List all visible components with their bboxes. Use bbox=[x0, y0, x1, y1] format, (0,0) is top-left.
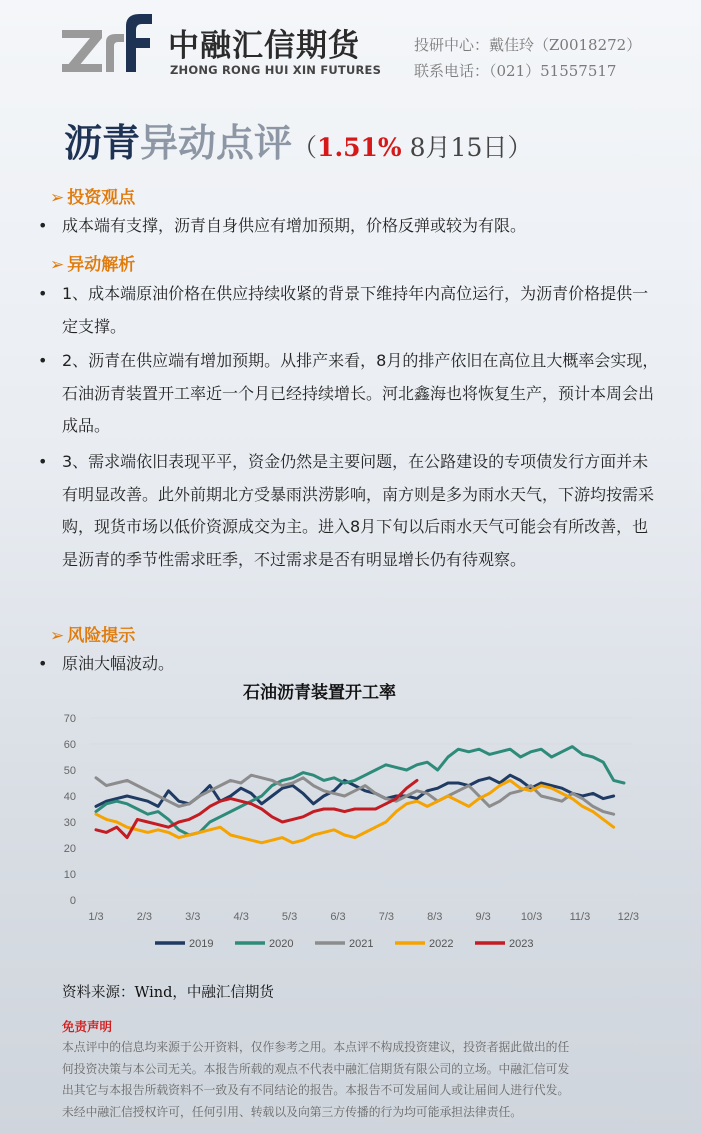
section-heading-analysis: ➢ 异动解析 bbox=[50, 255, 136, 275]
chevron-right-icon: ➢ bbox=[50, 626, 65, 646]
y-tick-label: 60 bbox=[63, 739, 76, 751]
title-change: 1.51% bbox=[317, 133, 402, 162]
y-tick-label: 20 bbox=[63, 843, 76, 855]
disclaimer-line: 本点评中的信息均来源于公开资料，仅作参考之用。本点评不构成投资建议，投资者据此做出的任 bbox=[62, 1040, 570, 1054]
chevron-right-icon: ➢ bbox=[50, 188, 65, 208]
x-tick-label: 10/3 bbox=[520, 911, 543, 923]
disclaimer-text bbox=[62, 1037, 642, 1123]
title-paren-open: （ bbox=[292, 133, 318, 162]
company-name-en: ZHONG RONG HUI XIN FUTURES bbox=[170, 63, 382, 77]
legend-label-2023: 2023 bbox=[509, 938, 534, 950]
title-type: 异动点评 bbox=[140, 120, 293, 165]
operating-rate-chart bbox=[40, 700, 660, 960]
x-tick-label: 2/3 bbox=[136, 911, 153, 923]
paragraph-analysis-1: • 1、成本端原油价格在供应持续收紧的背景下维持年内高位运行，为沥青价格提供一定支撑。 bbox=[38, 284, 649, 336]
x-tick-label: 9/3 bbox=[475, 911, 491, 923]
x-tick-label: 6/3 bbox=[330, 911, 346, 923]
disclaimer-line: 出其它与本报告所载资料不一致及有不同结论的报告。本报告不可发届间人或让届间人进行代发。 bbox=[62, 1083, 570, 1097]
legend-label-2020: 2020 bbox=[269, 938, 294, 950]
y-tick-label: 70 bbox=[63, 713, 76, 725]
x-tick-label: 5/3 bbox=[281, 911, 298, 923]
title-date: 8月15日） bbox=[401, 133, 533, 162]
company-logo bbox=[62, 12, 158, 78]
x-tick-label: 12/3 bbox=[617, 911, 640, 923]
contact-analyst: 投研中心：戴佳玲（Z0018272） bbox=[414, 36, 642, 54]
disclaimer-line: 何投资决策与本公司无关。本报告所载的观点不代表中融汇信期货有限公司的立场。中融汇信可发 bbox=[62, 1061, 570, 1076]
legend-label-2019: 2019 bbox=[189, 938, 214, 950]
y-tick-label: 0 bbox=[69, 895, 76, 907]
paragraph-risk: • 原油大幅波动。 bbox=[38, 654, 175, 673]
legend-label-2021: 2021 bbox=[349, 938, 374, 950]
section-heading-view: ➢ 投资观点 bbox=[50, 188, 136, 208]
legend-label-2022: 2022 bbox=[429, 938, 454, 950]
chart-title: 石油沥青装置开工率 bbox=[243, 683, 396, 703]
contact-phone: 联系电话：（021）51557517 bbox=[414, 62, 617, 80]
y-tick-label: 50 bbox=[63, 765, 76, 777]
section-heading-risk: ➢ 风险提示 bbox=[50, 626, 136, 646]
y-tick-label: 10 bbox=[63, 869, 76, 881]
x-tick-label: 8/3 bbox=[427, 911, 443, 923]
x-tick-label: 1/3 bbox=[88, 911, 104, 923]
paragraph-view: • 成本端有支撑，沥青自身供应有增加预期，价格反弹或较为有限。 bbox=[38, 216, 527, 235]
title-product: 沥青 bbox=[64, 120, 141, 165]
x-tick-label: 3/3 bbox=[185, 911, 201, 923]
y-tick-label: 40 bbox=[63, 791, 76, 803]
x-tick-label: 4/3 bbox=[233, 911, 249, 923]
paragraph-analysis-3: • 3、需求端依旧表现平平，资金仍然是主要问题，在公路建设的专项债发行方面并未有明显改善。此外前期北方受暴雨洪涝影响，南方则是多为雨水天气，下游均按需采购，现货市场以低价资源成交为主。进入8月下旬以后雨水天气可能会有所改善，也是沥青的季节性需求旺季，不过需求是否有明显增长仍有待观察。 bbox=[38, 452, 655, 569]
x-tick-label: 7/3 bbox=[378, 911, 395, 923]
page-title bbox=[64, 112, 532, 167]
y-tick-label: 30 bbox=[63, 817, 76, 829]
company-name-cn: 中融汇信期货 bbox=[168, 28, 360, 64]
data-source: 资料来源：Wind，中融汇信期货 bbox=[62, 985, 274, 1001]
paragraph-analysis-2: • 2、沥青在供应端有增加预期。从排产来看，8月的排产依旧在高位且大概率会实现，石油沥青装置开工率近一个月已经持续增长。河北鑫海也将恢复生产，预计本周会出成品。 bbox=[38, 351, 659, 435]
chevron-right-icon: ➢ bbox=[50, 255, 65, 275]
disclaimer-title: 免责声明 bbox=[62, 1019, 113, 1034]
disclaimer-line: 未经中融汇信授权许可，任何引用、转载以及向第三方传播的行为均可能承担法律责任。 bbox=[62, 1104, 523, 1119]
x-tick-label: 11/3 bbox=[569, 911, 591, 923]
